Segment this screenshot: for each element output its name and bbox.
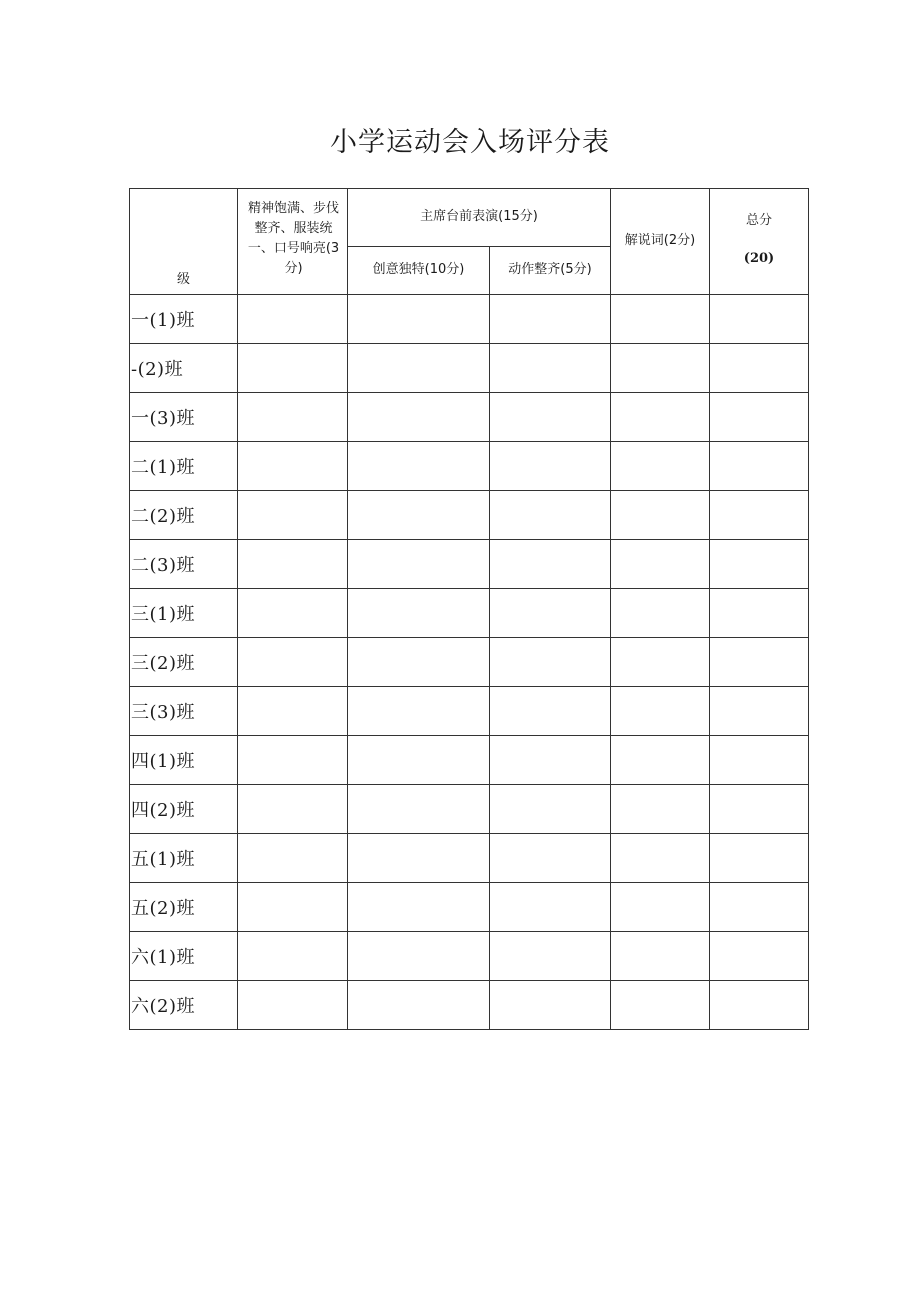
action-score-cell[interactable] [490, 442, 611, 491]
class-name: 二(3)班 [130, 540, 238, 589]
class-name: 六(2)班 [130, 981, 238, 1030]
creativity-score-cell[interactable] [348, 834, 490, 883]
commentary-header: 解说词(2分) [611, 189, 710, 295]
spirit-score-cell[interactable] [238, 393, 348, 442]
creativity-score-cell[interactable] [348, 442, 490, 491]
class-name: 二(2)班 [130, 491, 238, 540]
table-row [130, 785, 809, 834]
table-row [130, 932, 809, 981]
total-score-cell[interactable] [710, 589, 809, 638]
table-row [130, 981, 809, 1030]
table-row [130, 687, 809, 736]
creativity-score-cell[interactable] [348, 540, 490, 589]
class-name: 一(1)班 [130, 295, 238, 344]
creativity-score-cell[interactable] [348, 932, 490, 981]
commentary-score-cell[interactable] [611, 491, 710, 540]
creativity-score-cell[interactable] [348, 981, 490, 1030]
commentary-score-cell[interactable] [611, 687, 710, 736]
action-score-cell[interactable] [490, 736, 611, 785]
commentary-score-cell[interactable] [611, 295, 710, 344]
commentary-score-cell[interactable] [611, 638, 710, 687]
class-name: -(2)班 [130, 344, 238, 393]
class-name: 三(3)班 [130, 687, 238, 736]
table-row [130, 491, 809, 540]
table-row [130, 883, 809, 932]
total-points: (20) [743, 251, 775, 267]
class-name: 五(1)班 [130, 834, 238, 883]
action-score-cell[interactable] [490, 687, 611, 736]
creativity-score-cell[interactable] [348, 393, 490, 442]
action-score-cell[interactable] [490, 295, 611, 344]
total-score-cell[interactable] [710, 785, 809, 834]
grade-header: 级 [130, 189, 238, 295]
commentary-score-cell[interactable] [611, 981, 710, 1030]
table-row [130, 540, 809, 589]
table-row [130, 295, 809, 344]
class-name: 二(1)班 [130, 442, 238, 491]
action-score-cell[interactable] [490, 638, 611, 687]
total-score-cell[interactable] [710, 295, 809, 344]
commentary-score-cell[interactable] [611, 834, 710, 883]
action-score-cell[interactable] [490, 540, 611, 589]
creativity-score-cell[interactable] [348, 589, 490, 638]
class-name: 五(2)班 [130, 883, 238, 932]
spirit-score-cell[interactable] [238, 491, 348, 540]
commentary-score-cell[interactable] [611, 344, 710, 393]
table-row [130, 589, 809, 638]
total-score-cell[interactable] [710, 540, 809, 589]
creativity-score-cell[interactable] [348, 883, 490, 932]
creativity-score-cell[interactable] [348, 687, 490, 736]
creativity-score-cell[interactable] [348, 736, 490, 785]
table-row [130, 442, 809, 491]
total-score-cell[interactable] [710, 442, 809, 491]
spirit-score-cell[interactable] [238, 442, 348, 491]
spirit-score-cell[interactable] [238, 981, 348, 1030]
table-row [130, 638, 809, 687]
total-score-cell[interactable] [710, 344, 809, 393]
commentary-score-cell[interactable] [611, 540, 710, 589]
total-score-cell[interactable] [710, 687, 809, 736]
action-score-cell[interactable] [490, 883, 611, 932]
commentary-score-cell[interactable] [611, 589, 710, 638]
spirit-score-cell[interactable] [238, 883, 348, 932]
table-row [130, 834, 809, 883]
action-score-cell[interactable] [490, 834, 611, 883]
action-header: 动作整齐(5分) [490, 247, 611, 295]
page-title: 小学运动会入场评分表 [330, 127, 610, 158]
commentary-score-cell[interactable] [611, 785, 710, 834]
creativity-score-cell[interactable] [348, 638, 490, 687]
spirit-score-cell[interactable] [238, 589, 348, 638]
creativity-score-cell[interactable] [348, 344, 490, 393]
total-header [710, 189, 809, 295]
commentary-score-cell[interactable] [611, 932, 710, 981]
spirit-score-cell[interactable] [238, 638, 348, 687]
spirit-score-cell[interactable] [238, 540, 348, 589]
class-name: 一(3)班 [130, 393, 238, 442]
spirit-score-cell[interactable] [238, 295, 348, 344]
creativity-score-cell[interactable] [348, 295, 490, 344]
action-score-cell[interactable] [490, 589, 611, 638]
total-score-cell[interactable] [710, 932, 809, 981]
table-row [130, 393, 809, 442]
action-score-cell[interactable] [490, 785, 611, 834]
total-score-cell[interactable] [710, 883, 809, 932]
spirit-score-cell[interactable] [238, 834, 348, 883]
class-name: 三(2)班 [130, 638, 238, 687]
action-score-cell[interactable] [490, 981, 611, 1030]
total-score-cell[interactable] [710, 834, 809, 883]
creativity-score-cell[interactable] [348, 785, 490, 834]
spirit-score-cell[interactable] [238, 344, 348, 393]
spirit-score-cell[interactable] [238, 736, 348, 785]
action-score-cell[interactable] [490, 491, 611, 540]
total-label: 总分 [745, 213, 772, 228]
spirit-header: 精神饱满、步伐整齐、服装统一、口号响亮(3分) [238, 189, 348, 295]
class-name: 四(2)班 [130, 785, 238, 834]
spirit-score-cell[interactable] [238, 687, 348, 736]
action-score-cell[interactable] [490, 393, 611, 442]
commentary-score-cell[interactable] [611, 736, 710, 785]
action-score-cell[interactable] [490, 344, 611, 393]
creativity-score-cell[interactable] [348, 491, 490, 540]
performance-header: 主席台前表演(15分) [348, 189, 611, 247]
class-name: 六(1)班 [130, 932, 238, 981]
total-score-cell[interactable] [710, 981, 809, 1030]
commentary-score-cell[interactable] [611, 393, 710, 442]
score-table [129, 188, 809, 1030]
spirit-score-cell[interactable] [238, 932, 348, 981]
action-score-cell[interactable] [490, 932, 611, 981]
class-name: 三(1)班 [130, 589, 238, 638]
spirit-score-cell[interactable] [238, 785, 348, 834]
total-score-cell[interactable] [710, 393, 809, 442]
table-row [130, 344, 809, 393]
total-score-cell[interactable] [710, 736, 809, 785]
commentary-score-cell[interactable] [611, 883, 710, 932]
commentary-score-cell[interactable] [611, 442, 710, 491]
class-name: 四(1)班 [130, 736, 238, 785]
creativity-header: 创意独特(10分) [348, 247, 490, 295]
total-score-cell[interactable] [710, 638, 809, 687]
table-row [130, 736, 809, 785]
total-score-cell[interactable] [710, 491, 809, 540]
